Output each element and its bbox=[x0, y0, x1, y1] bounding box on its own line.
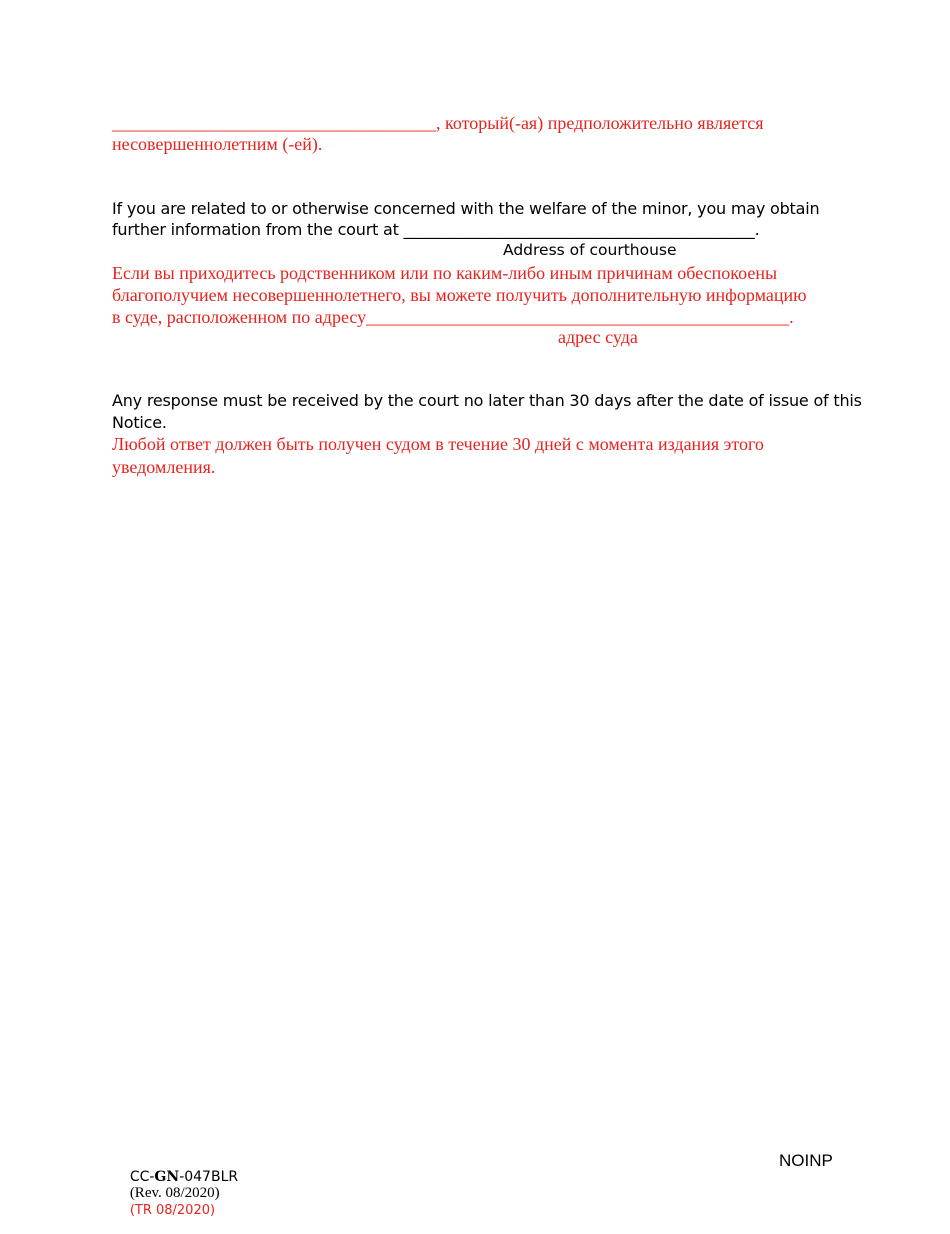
deadline-paragraph-en-line1: Any response must be received by the court no later than 30 days after the date of issue of this bbox=[112, 391, 862, 410]
form-revision: (Rev. 08/2020) bbox=[129, 1185, 220, 1201]
deadline-paragraph-en-line2: Notice. bbox=[112, 413, 167, 432]
minor-name-line-ru: ____________________________________, который(-ая) предположительно является bbox=[112, 113, 764, 133]
form-code-footer bbox=[112, 1153, 238, 1234]
info-paragraph-ru-line2: благополучием несовершеннолетнего, вы можете получить дополнительную информацию bbox=[112, 285, 807, 305]
minor-status-line-ru: несовершеннолетним (-ей). bbox=[112, 134, 323, 154]
info-paragraph-en-line2: further information from the court at _____________________________________________. bbox=[112, 220, 760, 239]
deadline-paragraph-ru-line2: уведомления. bbox=[112, 457, 216, 477]
form-code-prefix: CC- bbox=[129, 1169, 155, 1185]
courthouse-address-caption-en: Address of courthouse bbox=[503, 241, 677, 259]
info-paragraph-ru-line1: Если вы приходитесь родственником или по каким-либо иным причинам обеспокоены bbox=[112, 263, 778, 283]
info-paragraph-ru-line3: в суде, расположенном по адресу_______________________________________________. bbox=[112, 307, 794, 327]
form-code-suffix: -047BLR bbox=[179, 1169, 239, 1185]
form-code-bold: GN bbox=[154, 1169, 180, 1185]
info-paragraph-en-line1: If you are related to or otherwise concerned with the welfare of the minor, you may obtain bbox=[112, 199, 820, 218]
form-id: NOINP bbox=[779, 1151, 833, 1170]
form-translation-revision: (TR 08/2020) bbox=[129, 1203, 216, 1218]
deadline-paragraph-ru-line1: Любой ответ должен быть получен судом в течение 30 дней с момента издания этого bbox=[112, 434, 764, 454]
courthouse-address-caption-ru: адрес суда bbox=[558, 327, 638, 347]
